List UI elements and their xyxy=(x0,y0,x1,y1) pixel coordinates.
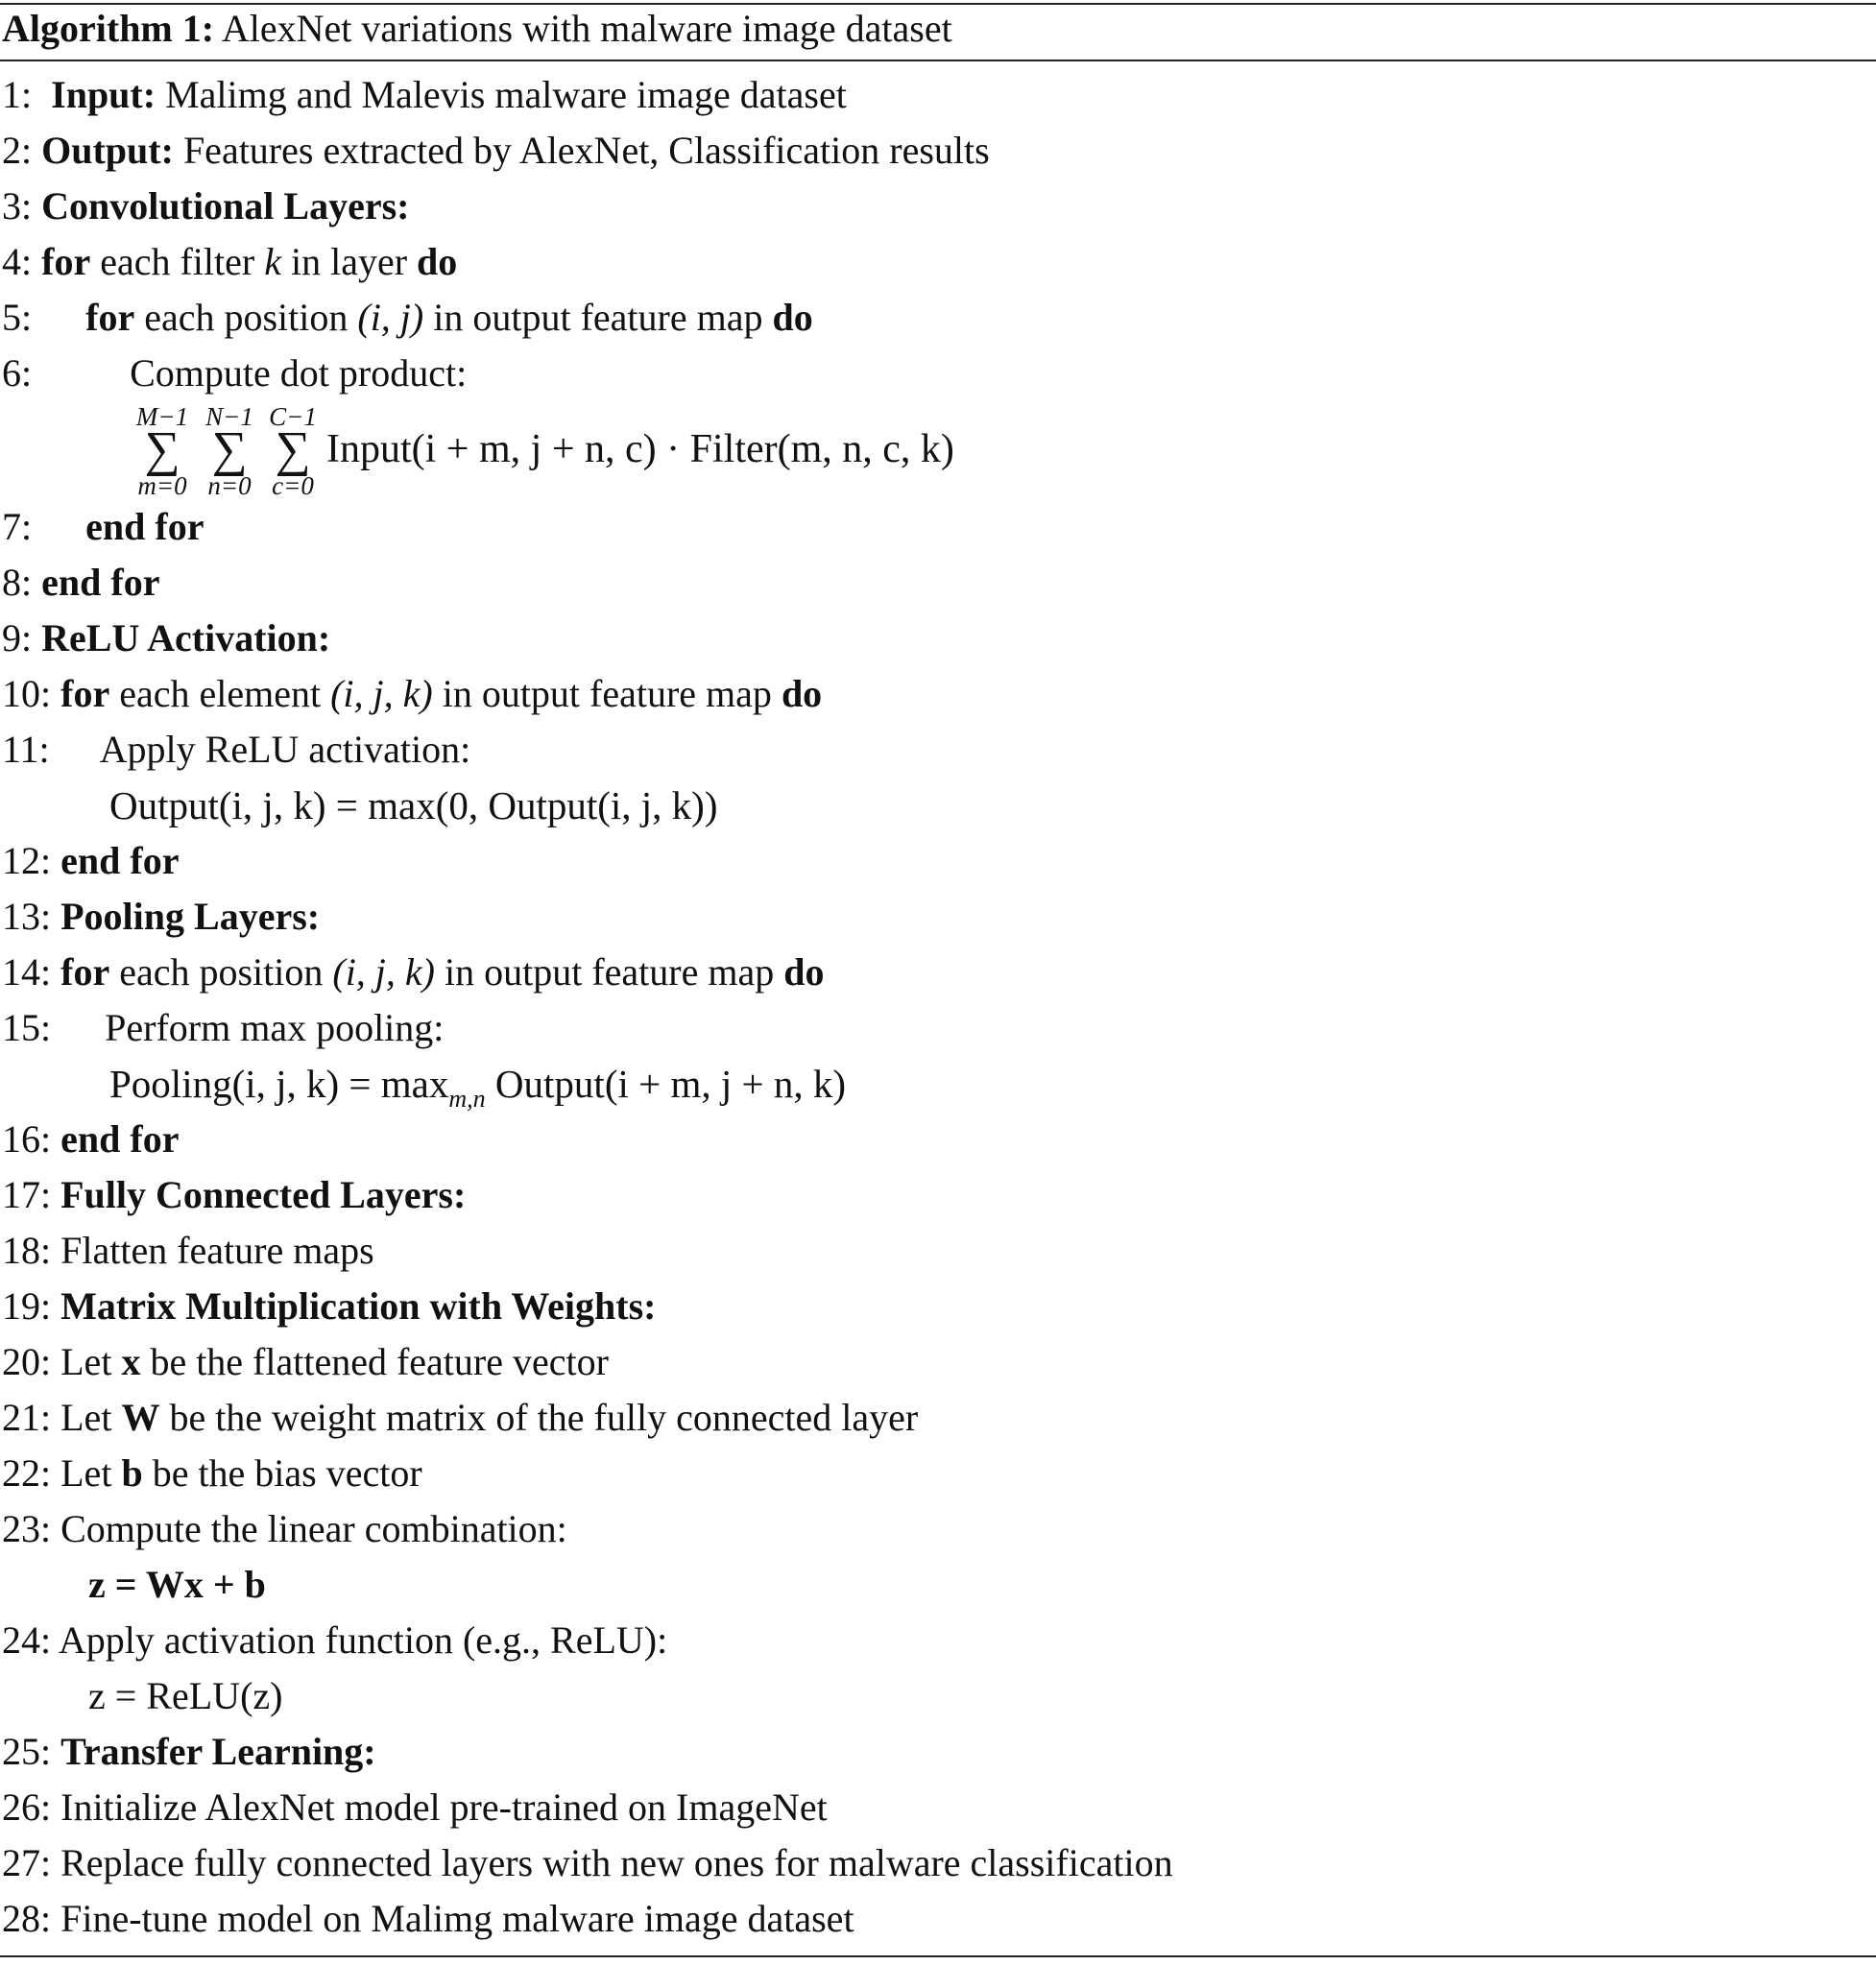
line-number: 21: xyxy=(2,1396,52,1439)
algo-line-21 xyxy=(2,1394,918,1442)
algo-line-20 xyxy=(2,1338,609,1386)
line-text: in layer xyxy=(290,240,408,283)
sum-upper-limit: C−1 xyxy=(269,402,317,431)
algo-line-13 xyxy=(2,893,320,941)
keyword: Fully Connected Layers: xyxy=(60,1173,467,1216)
sigma-symbol: ∑ xyxy=(144,422,180,477)
algo-line-12 xyxy=(2,837,179,885)
algo-line-11 xyxy=(2,726,470,774)
keyword: for xyxy=(60,672,110,715)
pooling-rhs: Output(i + m, j + n, k) xyxy=(494,1062,847,1106)
sum-upper-limit: N−1 xyxy=(205,402,253,431)
line-number: 10: xyxy=(2,672,52,715)
line-text: Malimg and Malevis malware image dataset xyxy=(165,73,847,116)
relu-formula: Output(i, j, k) = max(0, Output(i, j, k)) xyxy=(109,783,718,827)
line-number: 23: xyxy=(2,1507,52,1550)
sum-lower-limit: c=0 xyxy=(272,471,314,500)
keyword: end for xyxy=(85,505,204,548)
algorithm-caption xyxy=(2,4,952,54)
line-number: 17: xyxy=(2,1173,52,1216)
line-text: in output feature map xyxy=(433,296,763,339)
sum-upper-limit: M−1 xyxy=(135,402,189,431)
line-number: 13: xyxy=(2,895,52,938)
line-text: in output feature map xyxy=(442,672,772,715)
algo-line-10 xyxy=(2,670,822,718)
algo-line-5 xyxy=(2,294,813,342)
keyword: Matrix Multiplication with Weights: xyxy=(60,1284,657,1328)
keyword: for xyxy=(85,296,135,339)
variable: (i, j, k) xyxy=(332,950,435,994)
line-text: Compute the linear combination: xyxy=(60,1507,567,1550)
line-number: 11: xyxy=(2,728,50,771)
variable: b xyxy=(121,1451,143,1495)
line-text: Fine-tune model on Malimg malware image dataset xyxy=(60,1897,854,1940)
line-text: Apply ReLU activation: xyxy=(99,728,471,771)
line-text: Flatten feature maps xyxy=(60,1229,374,1272)
algo-line-17 xyxy=(2,1171,466,1219)
line-number: 19: xyxy=(2,1284,52,1328)
algo-line-6 xyxy=(2,349,467,397)
variable: k xyxy=(264,240,281,283)
line-text: Let xyxy=(60,1396,112,1439)
sum-lower-limit: m=0 xyxy=(137,471,187,500)
caption-label: Algorithm 1: xyxy=(2,7,215,50)
keyword: end for xyxy=(60,1117,180,1161)
line-number: 8: xyxy=(2,561,33,604)
algo-line-19 xyxy=(2,1282,656,1330)
line-number: 4: xyxy=(2,240,33,283)
summation-m xyxy=(131,403,194,499)
summation-c xyxy=(261,403,325,499)
line-text: be the weight matrix of the fully connected layer xyxy=(169,1396,919,1439)
variable: W xyxy=(121,1396,160,1439)
line-text: Let xyxy=(60,1340,112,1383)
algo-line-22 xyxy=(2,1450,422,1498)
line-text: Initialize AlexNet model pre-trained on ImageNet xyxy=(60,1785,828,1829)
algo-line-28 xyxy=(2,1895,854,1943)
dot-product-expression: Input(i + m, j + n, c) · Filter(m, n, c, k) xyxy=(326,427,954,471)
algo-line-1 xyxy=(2,71,847,119)
pooling-subscript: m,n xyxy=(448,1085,486,1113)
caption-rule xyxy=(0,60,1876,61)
algo-line-23 xyxy=(2,1505,567,1553)
line-text: Compute dot product: xyxy=(130,351,468,395)
line-number: 25: xyxy=(2,1730,52,1773)
algo-line-25 xyxy=(2,1728,376,1776)
line-number: 27: xyxy=(2,1841,52,1884)
keyword: Output: xyxy=(41,129,174,172)
pooling-lhs: Pooling(i, j, k) = max xyxy=(109,1062,449,1106)
sigma-symbol: ∑ xyxy=(211,422,248,477)
line-number: 2: xyxy=(2,129,33,172)
line-number: 22: xyxy=(2,1451,52,1495)
linear-formula: z = Wx + b xyxy=(88,1563,266,1606)
line-text: be the bias vector xyxy=(152,1451,422,1495)
keyword: Convolutional Layers: xyxy=(41,184,410,228)
keyword: for xyxy=(60,950,110,994)
dot-product-formula xyxy=(0,403,1152,499)
line-number: 9: xyxy=(2,616,33,659)
keyword: Input: xyxy=(51,73,156,116)
line-number: 1: xyxy=(2,73,33,116)
algo-line-27 xyxy=(2,1839,1173,1887)
keyword: do xyxy=(783,950,825,994)
algo-line-24 xyxy=(2,1617,667,1665)
line-number: 24: xyxy=(2,1618,52,1662)
variable: (i, j) xyxy=(357,296,424,339)
keyword: for xyxy=(41,240,91,283)
line-number: 26: xyxy=(2,1785,52,1829)
variable: x xyxy=(121,1340,141,1383)
line-text: each filter xyxy=(100,240,255,283)
keyword: do xyxy=(772,296,813,339)
line-text: Apply activation function (e.g., ReLU): xyxy=(58,1618,668,1662)
algo-line-8 xyxy=(2,559,159,607)
keyword: end for xyxy=(41,561,160,604)
line-text: be the flattened feature vector xyxy=(150,1340,609,1383)
keyword: Transfer Learning: xyxy=(60,1730,376,1773)
variable: (i, j, k) xyxy=(330,672,433,715)
activation-formula: z = ReLU(z) xyxy=(88,1674,283,1717)
line-number: 14: xyxy=(2,950,52,994)
line-number: 6: xyxy=(2,351,33,395)
line-number: 12: xyxy=(2,839,52,882)
algo-line-15 xyxy=(2,1004,444,1052)
caption-title: AlexNet variations with malware image dataset xyxy=(221,7,952,50)
line-number: 5: xyxy=(2,296,33,339)
line-text: Replace fully connected layers with new ones for malware classification xyxy=(60,1841,1173,1884)
pooling-formula xyxy=(109,1060,846,1123)
line-text: each position xyxy=(144,296,349,339)
algo-line-9 xyxy=(2,614,330,662)
algo-line-3 xyxy=(2,182,409,230)
line-text: Features extracted by AlexNet, Classification results xyxy=(182,129,990,172)
algo-line-7 xyxy=(2,503,204,551)
line-text: each element xyxy=(119,672,322,715)
line-number: 16: xyxy=(2,1117,52,1161)
keyword: Pooling Layers: xyxy=(60,895,321,938)
algo-line-4 xyxy=(2,238,457,286)
bottom-rule xyxy=(0,1955,1876,1957)
sigma-symbol: ∑ xyxy=(275,422,311,477)
algo-line-14 xyxy=(2,948,824,996)
algo-line-16 xyxy=(2,1115,179,1163)
line-text: in output feature map xyxy=(445,950,775,994)
keyword: do xyxy=(781,672,823,715)
line-number: 28: xyxy=(2,1897,52,1940)
keyword: end for xyxy=(60,839,180,882)
sum-lower-limit: n=0 xyxy=(207,471,252,500)
line-text: Perform max pooling: xyxy=(105,1006,445,1049)
line-number: 20: xyxy=(2,1340,52,1383)
line-number: 15: xyxy=(2,1006,52,1049)
keyword: ReLU Activation: xyxy=(41,616,331,659)
line-number: 18: xyxy=(2,1229,52,1272)
summation-n xyxy=(198,403,261,499)
algo-line-26 xyxy=(2,1784,828,1832)
line-number: 7: xyxy=(2,505,33,548)
line-text: each position xyxy=(119,950,324,994)
algo-line-18 xyxy=(2,1227,374,1275)
keyword: do xyxy=(417,240,458,283)
algo-line-2 xyxy=(2,127,990,175)
line-text: Let xyxy=(60,1451,112,1495)
line-number: 3: xyxy=(2,184,33,228)
